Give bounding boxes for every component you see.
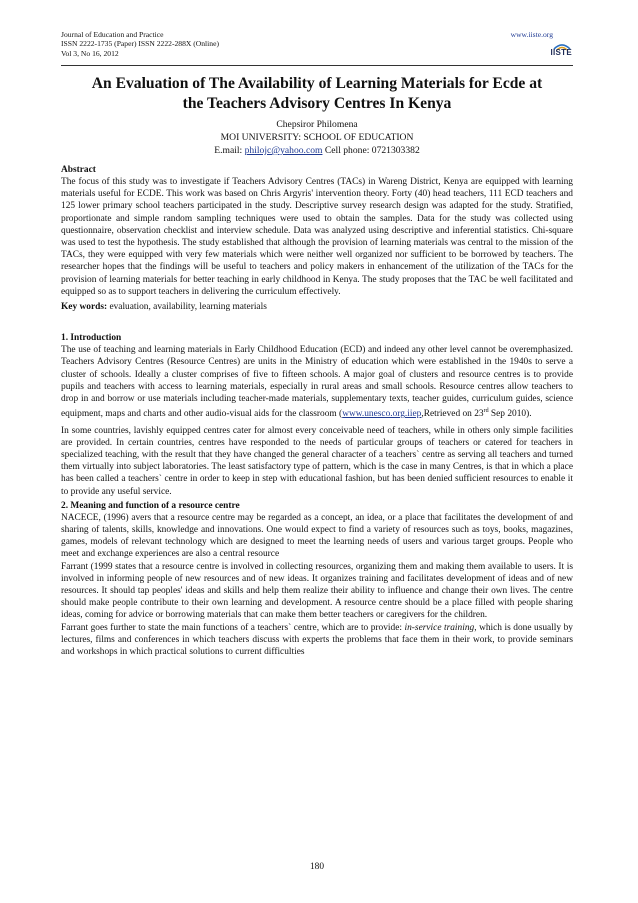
- page-number: 180: [309, 862, 325, 872]
- s2-p3-end: , which is done usually by lectures, films and conferences in which teachers discuss with experts the problems that face them in their work, to provide seminars and workshops in which practical solutions to current difficulties: [61, 622, 573, 658]
- section2-paragraph-2: Farrant (1999 states that a resource centre is involved in collecting resources, organizing them and making them available to users. It is involved in informing people of new resources and of new ideas. It organizes training and facilitates development of ideas and of new resources. It should tap peoples' ideas and skills and help them realize their ability to influence and change their own lives. The centre should make people contribute to their own learning and development. A resource centre should be a place filled with people sharing ideas, coming for advice or borrowing materials that can make them better teachers or caregivers for the children.: [61, 561, 573, 621]
- intro-heading: 1. Introduction: [61, 333, 122, 344]
- paper-page: [61, 30, 573, 872]
- s2-p3-start: Farrant goes further to state the main functions of a teachers` centre, which are to provide:: [61, 622, 405, 633]
- abstract-text: The focus of this study was to investigate if Teachers Advisory Centres (TACs) in Wareng District, Kenya are equipped with learning materials useful for ECDE. This work was based on Chris Argyris' intervention theory. Forty (40) head teachers, 111 ECD teachers and 125 lower primary school teachers participated in the study. Descriptive survey research design was adapted for the study. Stratified, proportionate and simple random sampling techniques were used to obtain the samples. Data for the study was collected using questionnaire, observation checklist and interview schedule. Data was analyzed using descriptive and inferential statistics. Chi-square was used to test the hypothesis. The study established that although the provision of learning materials was central to the mission of the TACs, they were equipped with very few materials which were neither well organized nor sufficient to be borrowed by teachers. The researcher hopes that the findings will be useful to teachers and policy makers in enhancement of the utilization of the TACs for the provision of learning materials for better teaching in early childhood in Kenya. The study proposes that the TAC be well facilitated and equipped so as to support teachers in delivering the curriculum effectively.: [61, 177, 573, 297]
- issn-line: ISSN 2222-1735 (Paper) ISSN 2222-288X (Online): [61, 39, 219, 49]
- volume-line: Vol 3, No 16, 2012: [61, 48, 119, 58]
- section2-heading: 2. Meaning and function of a resource centre: [61, 500, 240, 511]
- email-label: E.mail:: [214, 145, 243, 156]
- keywords: evaluation, availability, learning materials: [109, 302, 267, 313]
- abstract-heading: Abstract: [61, 165, 96, 175]
- s2-p3-emphasis: in-service training: [404, 622, 475, 633]
- journal-url[interactable]: www.iiste.org: [510, 30, 553, 39]
- section2-paragraph-3: [61, 622, 573, 659]
- intro-p1-sup: rd: [483, 408, 489, 415]
- unesco-link[interactable]: www.unesco.org.iiep: [342, 409, 422, 420]
- header-rule: [61, 65, 573, 66]
- journal-name: Journal of Education and Practice: [61, 30, 164, 39]
- email-link[interactable]: philojc@yahoo.com: [244, 145, 323, 156]
- intro-p1-end-b: Sep 2010).: [488, 409, 532, 420]
- intro-p1-end: ,Retrieved on 23: [421, 409, 484, 420]
- keywords-line: [61, 301, 573, 313]
- author-block: [61, 118, 573, 157]
- author-contact: [61, 144, 573, 157]
- paper-title: An Evaluation of The Availability of Learning Materials for Ecde at the Teachers Advisory Centres In Kenya: [91, 75, 543, 112]
- keywords-label: Key words:: [61, 302, 108, 313]
- author-name: Chepsiror Philomena: [276, 119, 358, 130]
- intro-paragraph-1: [61, 344, 573, 420]
- intro-p1-text: The use of teaching and learning materials in Early Childhood Education (ECD) and indeed any other level cannot be overemphasized. Teachers Advisory Centres (Resource Centres) are units in the Ministry of education which were established in the 1940s to serve a cluster of schools. Ideally a cluster comprises of five to fifteen schools. A major goal of clusters and resource centres is to provide pupils and teachers with access to learning materials, especially in rural areas and small schools. Resource centres allow teachers to drop in and borrow or use materials including teacher-made materials, supplementary texts, teacher guides, curriculum guides, science equipment, maps and charts and other audio-visual aids for the classroom (: [61, 345, 573, 420]
- author-affiliation: MOI UNIVERSITY: SCHOOL OF EDUCATION: [220, 132, 414, 143]
- phone: Cell phone: 0721303382: [324, 145, 420, 156]
- intro-paragraph-2: In some countries, lavishly equipped centres cater for almost every conceivable need of teachers, while in others only simple facilities are provided. In certain countries, centres have responded to the needs of particular groups of teachers or catered for teachers in specialized teaching, with the result that they have changed the general character of a teachers` centre as serving all teachers and turned them virtually into subject laboratories. The least satisfactory type of pattern, which is the case in many Centres, is that in which a place has been called a teachers` centre in order to keep in step with educational fashion, but has been denied sufficient resources to enable it to provide any useful service.: [61, 425, 573, 497]
- section2-paragraph-1: NACECE, (1996) avers that a resource centre may be regarded as a concept, an idea, or a place that facilitates the development of and sharing of talents, skills, knowledge and innovations. One would expect to find a variety of resources such as toys, books, magazines, games, models of relevant technology which are designed to meet the learning needs of users and various target groups. People who meet and exchange experiences are also a central resource: [61, 512, 573, 560]
- logo-text: IISTE: [550, 48, 572, 57]
- running-header: [61, 30, 573, 66]
